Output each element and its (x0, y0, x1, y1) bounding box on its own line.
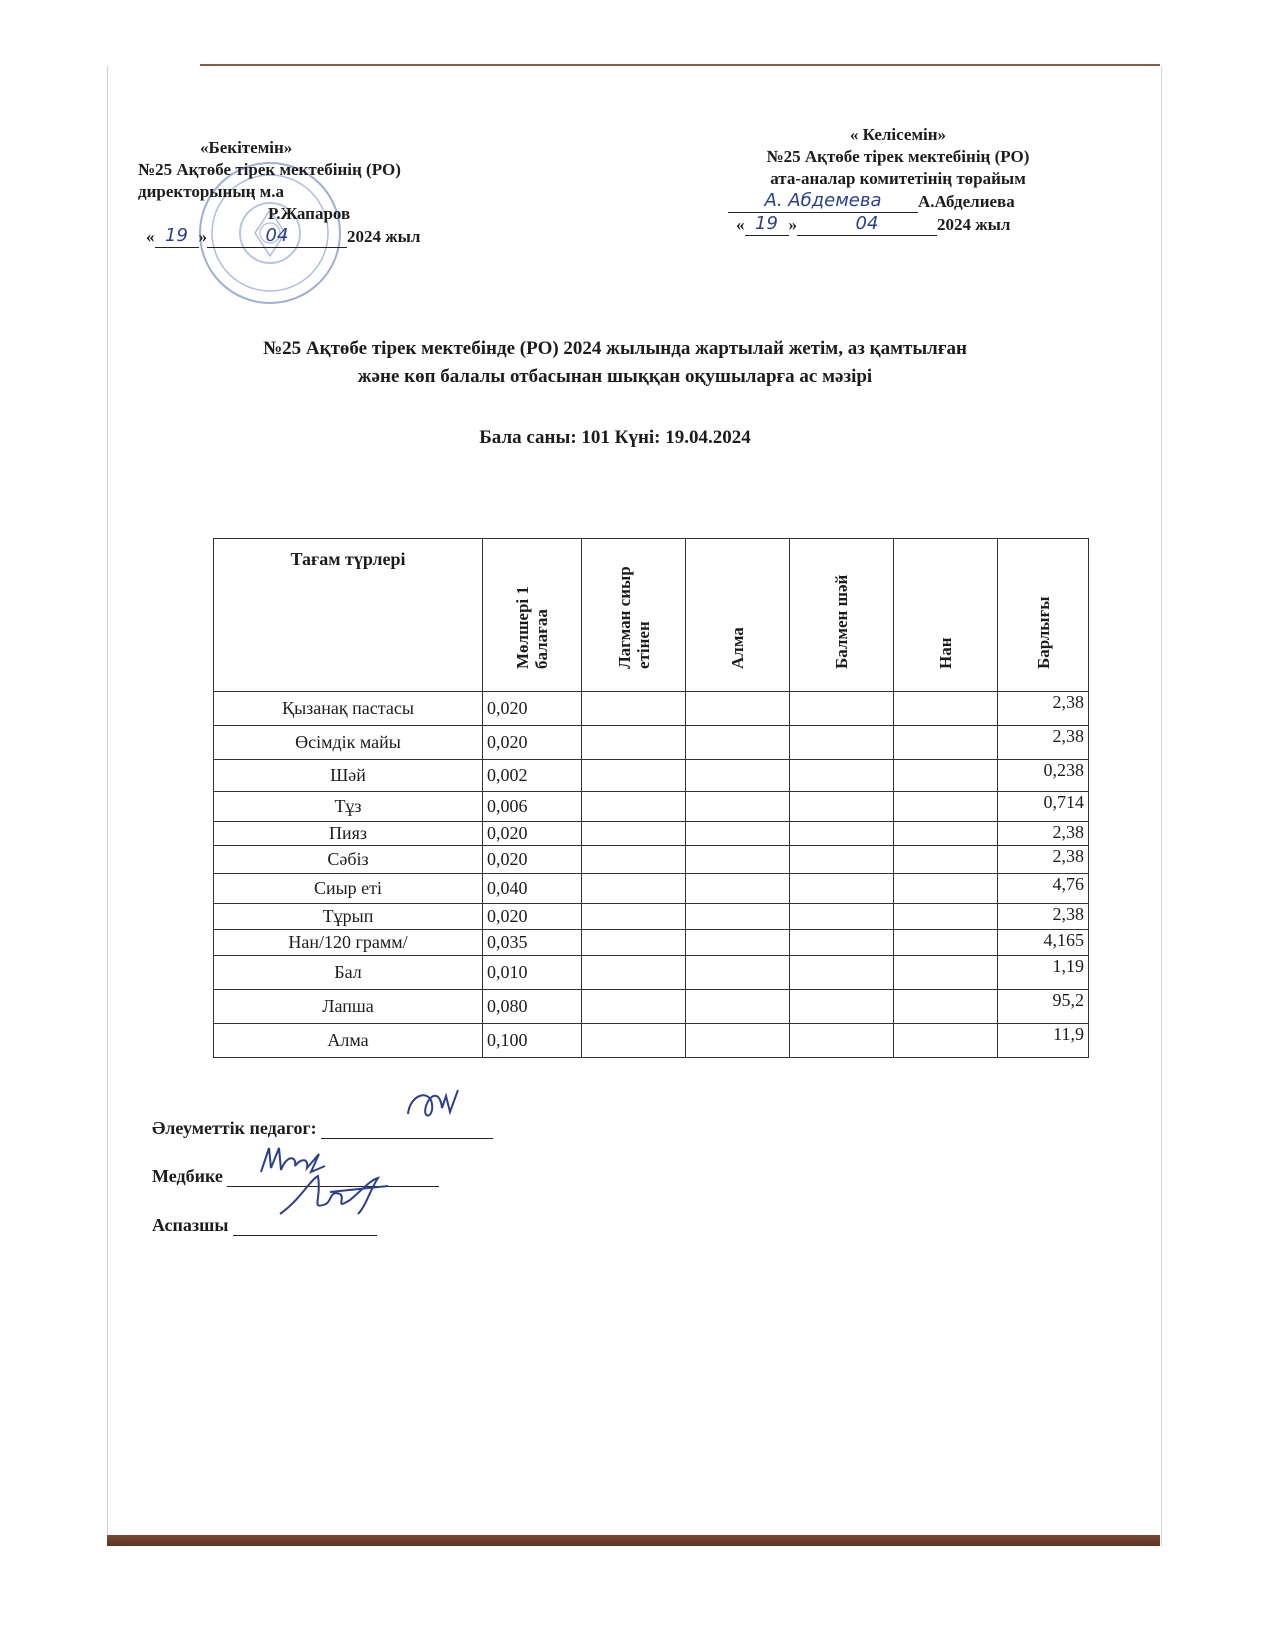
header-apple: Алма (686, 539, 790, 692)
lagman-cell (582, 904, 686, 930)
agreement-block (728, 124, 1068, 236)
table-row (214, 904, 1089, 930)
title-line-1: №25 Ақтөбе тірек мектебінде (РО) 2024 жылында жартылай жетім, аз қамтылған (263, 338, 967, 359)
qty-cell: 0,006 (483, 792, 582, 822)
approval-heading: «Бекітемін» (200, 138, 293, 157)
bread-cell (894, 792, 998, 822)
qty-cell: 0,010 (483, 956, 582, 990)
food-name-cell: Пияз (214, 822, 483, 846)
approval-name-row (138, 203, 498, 225)
apple-cell (686, 990, 790, 1024)
total-cell: 2,38 (998, 692, 1089, 726)
approval-role: директорының м.а (138, 182, 284, 201)
food-name-cell: Өсімдік майы (214, 726, 483, 760)
apple-cell (686, 760, 790, 792)
honey-tea-cell (790, 692, 894, 726)
bread-cell (894, 904, 998, 930)
honey-tea-cell (790, 792, 894, 822)
apple-cell (686, 792, 790, 822)
agreement-sign-row (728, 190, 1068, 213)
table-row (214, 692, 1089, 726)
page-edge-top (200, 64, 1160, 66)
footer-nurse-label: Медбике (152, 1166, 223, 1186)
food-name-cell: Бал (214, 956, 483, 990)
header-honey-tea: Балмен шәй (790, 539, 894, 692)
lagman-cell (582, 956, 686, 990)
total-cell: 11,9 (998, 1024, 1089, 1058)
qty-cell: 0,020 (483, 692, 582, 726)
qty-cell: 0,035 (483, 930, 582, 956)
agreement-date-day: 19 (745, 213, 789, 236)
honey-tea-cell (790, 874, 894, 904)
lagman-cell (582, 846, 686, 874)
footer-social-label: Әлеуметтік педагог: (152, 1118, 317, 1138)
document-title (150, 335, 1080, 391)
table-row (214, 846, 1089, 874)
agreement-date-row: « 19 » 04 2024 жыл (736, 213, 1011, 234)
honey-tea-cell (790, 990, 894, 1024)
qty-cell: 0,002 (483, 760, 582, 792)
honey-tea-cell (790, 846, 894, 874)
bread-cell (894, 822, 998, 846)
table-header-row (214, 539, 1089, 692)
approval-block (138, 137, 498, 248)
header-food-types: Тағам түрлері (214, 539, 483, 692)
total-cell: 2,38 (998, 726, 1089, 760)
lagman-cell (582, 760, 686, 792)
table-row (214, 792, 1089, 822)
bread-cell (894, 726, 998, 760)
honey-tea-cell (790, 822, 894, 846)
cook-signature (270, 1170, 400, 1220)
header-qty: Мөлшері 1 балағаа (483, 539, 582, 692)
approval-date-day: 19 (155, 225, 199, 248)
lagman-cell (582, 792, 686, 822)
qty-cell: 0,080 (483, 990, 582, 1024)
qty-cell: 0,100 (483, 1024, 582, 1058)
lagman-cell (582, 930, 686, 956)
table-row (214, 874, 1089, 904)
honey-tea-cell (790, 904, 894, 930)
table-row (214, 956, 1089, 990)
food-name-cell: Қызанақ пастасы (214, 692, 483, 726)
header-bread: Нан (894, 539, 998, 692)
honey-tea-cell (790, 1024, 894, 1058)
count-date-line: Бала саны: 101 Күні: 19.04.2024 (479, 427, 751, 448)
lagman-cell (582, 692, 686, 726)
approval-date-month: 04 (207, 225, 347, 248)
total-cell: 2,38 (998, 904, 1089, 930)
table-row (214, 822, 1089, 846)
social-signature (400, 1084, 470, 1124)
apple-cell (686, 692, 790, 726)
header-lagman: Лагман сиыр етінен (582, 539, 686, 692)
food-name-cell: Тұз (214, 792, 483, 822)
lagman-cell (582, 822, 686, 846)
apple-cell (686, 822, 790, 846)
food-name-cell: Нан/120 грамм/ (214, 930, 483, 956)
agreement-name: А.Абделиева (918, 192, 1015, 211)
food-name-cell: Сиыр еті (214, 874, 483, 904)
table-row (214, 990, 1089, 1024)
bread-cell (894, 1024, 998, 1058)
approval-org: №25 Ақтөбе тірек мектебінің (РО) (138, 160, 401, 179)
food-name-cell: Алма (214, 1024, 483, 1058)
apple-cell (686, 846, 790, 874)
apple-cell (686, 1024, 790, 1058)
food-name-cell: Шәй (214, 760, 483, 792)
total-cell: 2,38 (998, 846, 1089, 874)
bread-cell (894, 930, 998, 956)
total-cell: 0,714 (998, 792, 1089, 822)
honey-tea-cell (790, 726, 894, 760)
total-cell: 4,76 (998, 874, 1089, 904)
table-body (214, 692, 1089, 1058)
bread-cell (894, 990, 998, 1024)
honey-tea-cell (790, 930, 894, 956)
lagman-cell (582, 874, 686, 904)
page-edge-bottom (107, 1535, 1160, 1546)
footer-cook-label: Аспазшы (152, 1215, 229, 1235)
qty-cell: 0,020 (483, 822, 582, 846)
table-row (214, 930, 1089, 956)
table-row (214, 726, 1089, 760)
title-line-2: және көп балалы отбасынан шыққан оқушыларға ас мәзірі (357, 366, 873, 387)
agreement-signature: А. Абдемева (728, 190, 918, 213)
apple-cell (686, 956, 790, 990)
honey-tea-cell (790, 956, 894, 990)
table-row (214, 760, 1089, 792)
header-total: Барлығы (998, 539, 1089, 692)
bread-cell (894, 956, 998, 990)
total-cell: 0,238 (998, 760, 1089, 792)
lagman-cell (582, 726, 686, 760)
approval-date-row: « 19 » 04 2024 жыл (146, 225, 421, 246)
agreement-role: ата-аналар комитетінің төрайым (770, 169, 1026, 188)
agreement-org: №25 Ақтөбе тірек мектебінің (РО) (766, 147, 1030, 166)
bread-cell (894, 846, 998, 874)
qty-cell: 0,020 (483, 726, 582, 760)
qty-cell: 0,020 (483, 904, 582, 930)
table-row (214, 1024, 1089, 1058)
apple-cell (686, 904, 790, 930)
total-cell: 2,38 (998, 822, 1089, 846)
approval-year: 2024 жыл (347, 227, 421, 246)
agreement-heading: « Келісемін» (849, 125, 947, 144)
food-name-cell: Сәбіз (214, 846, 483, 874)
agreement-year: 2024 жыл (937, 215, 1011, 234)
bread-cell (894, 692, 998, 726)
total-cell: 95,2 (998, 990, 1089, 1024)
approval-name: Р.Жапаров (268, 204, 351, 223)
lagman-cell (582, 1024, 686, 1058)
food-name-cell: Лапша (214, 990, 483, 1024)
total-cell: 4,165 (998, 930, 1089, 956)
total-cell: 1,19 (998, 956, 1089, 990)
apple-cell (686, 874, 790, 904)
menu-table (213, 538, 1089, 1058)
apple-cell (686, 930, 790, 956)
agreement-date-month: 04 (797, 213, 937, 236)
bread-cell (894, 874, 998, 904)
qty-cell: 0,040 (483, 874, 582, 904)
honey-tea-cell (790, 760, 894, 792)
bread-cell (894, 760, 998, 792)
food-name-cell: Тұрып (214, 904, 483, 930)
qty-cell: 0,020 (483, 846, 582, 874)
apple-cell (686, 726, 790, 760)
lagman-cell (582, 990, 686, 1024)
